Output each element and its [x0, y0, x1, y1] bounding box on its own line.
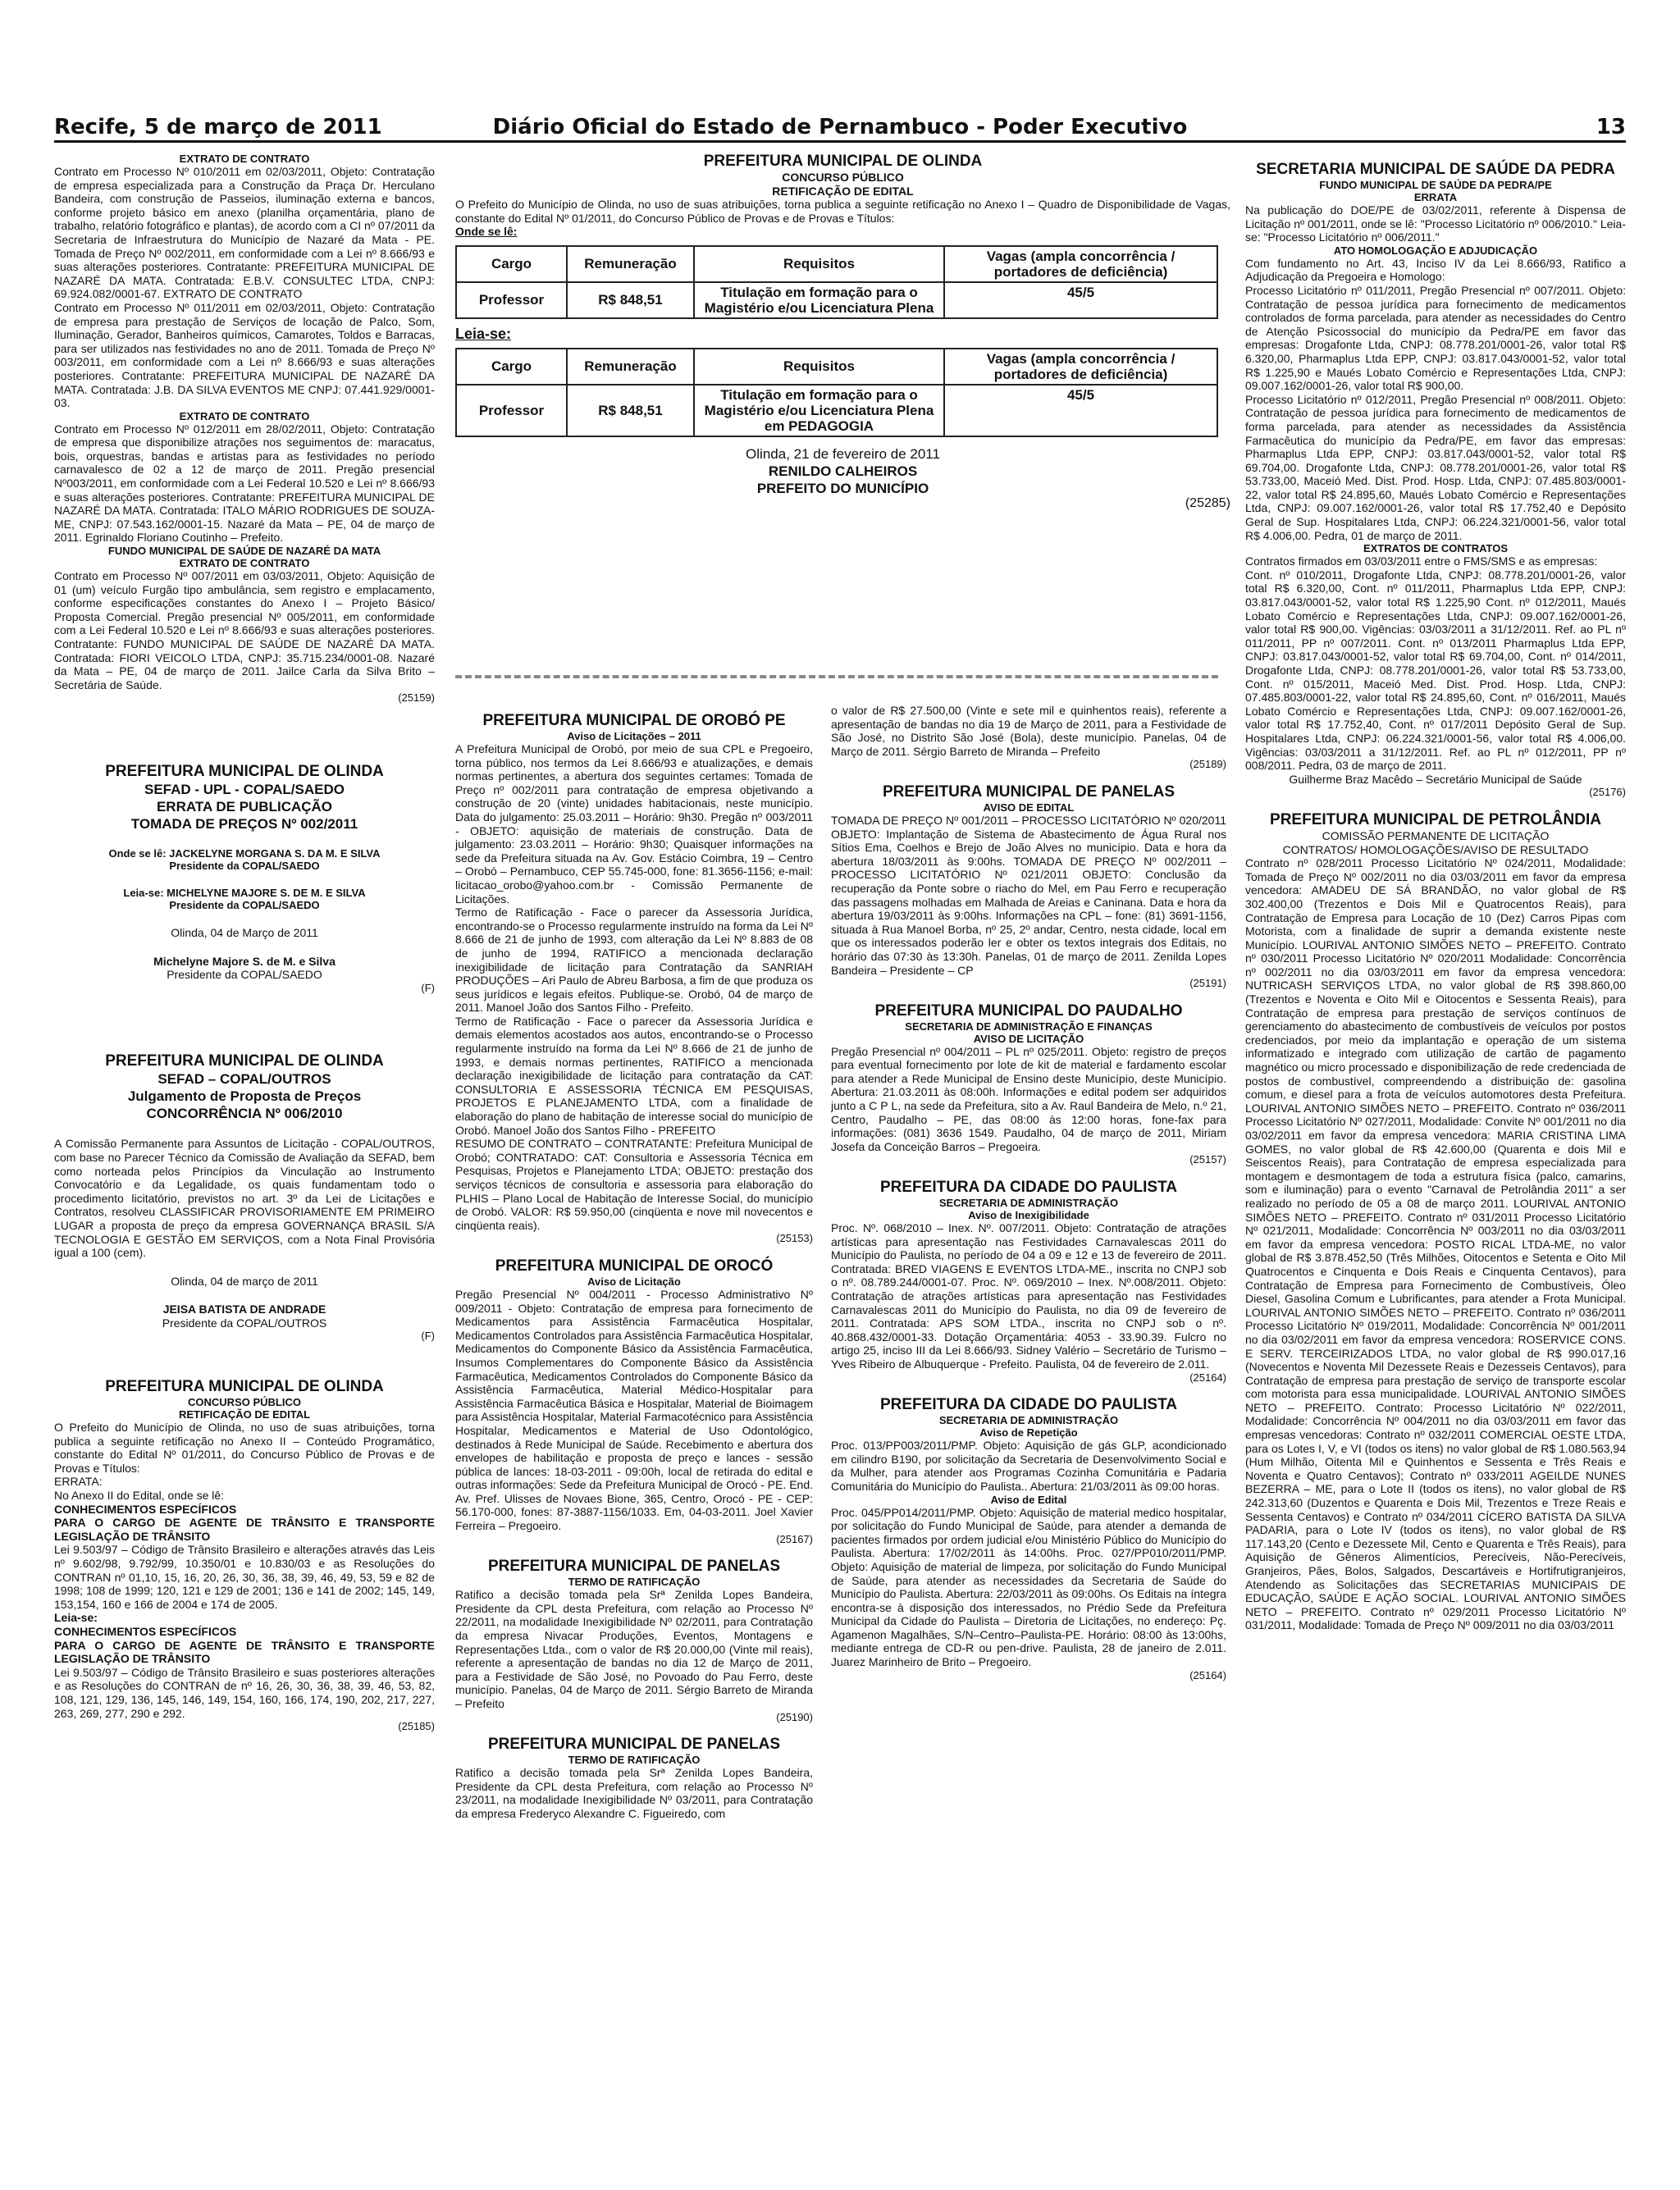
publication-number: (25189): [1189, 758, 1226, 771]
section-title: PREFEITURA DA CIDADE DO PAULISTA: [879, 1179, 1178, 1197]
paragraph: Contrato nº 028/2011 Processo Licitatório Nº 024/2011, Modalidade: Tomada de Preço Nº 002/2011 no dia 03/03/2011 em favor da empresa vencedora: AMADEU DE SÁ BRANDÃO, no valor global de R$ 302.400,00 (Trezentos e Dois Mil e Quatrocentos Reais), para Contratação de Empresa para Locação de 10 (Dez) Carros Pipas com Motorista, com a finalidade de suprir a demanda existente neste Município. LOURIVAL ANTONIO SIMÕES NETO – PREFEITO. Contrato nº 030/2011 Processo Licitatório Nº 020/2011 Modalidade: Concorrência nº 002/2011 no dia 03/03/2011 em favor da empresa vencedora: NUTRICASH SERVIÇOS LTDA, no valor global de R$ 398.860,00 (Trezentos e Noventa e Oito Mil e Oitocentos e Sessenta Reais), para Contratação de empresa para prestação de serviços contínuos de gerenciamento do abastecimento de combustíveis de veículos por postos credenciados, por meio da implantação e operação de um sistema informatizado e integrado com utilização de cartão de pagamento magnético ou micro processado e disponibilização de rede credenciada de postos de combustível, compreendendo a distribuição de: gasolina comum, e diesel para a frota de veículos automotores desta Prefeitura. LOURIVAL ANTONIO SIMÕES NETO – PREFEITO. Contrato nº 036/2011 Processo Licitatório Nº 027/2011, Modalidade: Convite Nº 001/2011 no dia 03/02/2011 em favor da empresa vencedora: MARIA CRISTINA LIMA GOMES, no valor global de R$ 42.600,00 (Quarenta e dois Mil e Seiscentos Reais), para Contratação de empresa especializada para montagem e desmontagem de toda a estrutura física (palco, camarins, som e iluminação) para o evento "Carnaval de Petrolândia 2011" a ser realizado no período de 05 a 08 de março 2011. LOURIVAL ANTONIO SIMÕES NETO – PREFEITO. Contrato nº 031/2011 Processo Licitatório Nº 021/2011, Modalidade: Concorrência Nº 003/2011 no dia 03/03/2011 em favor da empresa vencedora: POSTO RICAL LTDA-ME, no valor global de R$ 3.878.452,50 (Três Milhões, Oitocentos e Setenta e Oito Mil Quatrocentos e Cinquenta e Dois Reais e Cinquenta Centavos), para Contratação de Empresa para Fornecimento de Combustíveis, Óleo Diesel, Gasolina Comum e Lubrificantes, para atender a Frota Municipal. LOURIVAL ANTONIO SIMÕES NETO – PREFEITO. Contrato nº 036/2011 Processo Licitatório Nº 019/2011, Modalidade: Concorrência Nº 001/2011 no dia 03/02/2011 em favor da empresa vencedora: ROSERVICE CONS. E SERV. TERCEIRIZADOS LTDA, no valor global de R$ 990.017,16 (Novecentos e Noventa Mil Dezessete Reais e Dezesseis Centavos), para Contratação de empresa para prestação de serviço de transporte escolar com motorista para essa municipalidade. LOURIVAL ANTONIO SIMÕES NETO – PREFEITO. Contrato: Processo Licitatório Nº 022/2011, Modalidade: Concorrência Nº 004/2011 no dia 03/03/2011 em favor das empresas vencedoras: Contrato nº 032/2011 COMERCIAL OESTE LTDA, para os Lotes I, V, e VI (todos os itens) no valor global de R$ 1.080.563,94 (Hum Milhão, Oitenta Mil e Quinhentos e Sessenta e Três Reais e Noventa e Quatro Centavos); Contrato nº 033/2011 AGEILDE NUNES BEZERRA – ME, para o Lote II (todos os itens), no valor global de R$ 242.313,60 (Duzentos e Quarenta e Dois Mil, Trezentos e Treze Reais e Sessenta Centavos) e Contrato nº 034/2011 CÍCERO BATISTA DA SILVA PADARIA, para o Lote IV (todos os itens), no valor global de R$ 117.143,20 (Cento e Dezessete Mil, Cento e Quarenta e Três Reais), para Aquisição de Gêneros Alimentícios, Perecíveis, Não-Perecíveis, Granjeiros, Pães, Bolos, Salgados, Descartáveis e Hortifrutigranjeiros, Atendendo as Solicitações das SECRETARIAS MUNICIPAIS DE EDUCAÇÃO, SAÚDE E AÇÃO SOCIAL. LOURIVAL ANTONIO SIMÕES NETO – PREFEITO. Contrato nº 029/2011 Processo Licitatório Nº 031/2011, Modalidade: Tomada de Preço Nº 009/2011 no dia 03/03/2011: [1245, 856, 1626, 1632]
section-title: PREFEITURA MUNICIPAL DE PANELAS: [487, 1558, 781, 1576]
paragraph: Proc. Nº. 068/2010 – Inex. Nº. 007/2011. Objeto: Contratação de atrações artísticas para apresentação nas Festividades Carnavalescas 2011 do Município do Paulista, no período de 04 a 09 e 12 e 13 de fevereiro de 2011. Contratada: BRED VIAGENS E EVENTOS LTDA-ME., inscrita no CNPJ sob o nº. 08.789.244/0001-07. Proc. Nº. 069/2010 – Inex. Nº.008/2011. Objeto: Contratação de atrações artísticas para apresentação nas Festividades Carnavalescas 2011 do Município do Paulista, no dia 09 de fevereiro de 2011. Contratada: APS SOM LTDA., inscrita no CNPJ sob o nº. 40.868.432/0001-33. Dotação Orçamentária: 4053 - 33.90.39. Fulcro no artigo 25, inciso III da Lei 8.666/93. Sidney Valério – Secretário de Turismo – Yves Ribeiro de Albuquerque - Prefeito. Paulista, 04 de fevereiro de 2.011.: [831, 1221, 1226, 1371]
section-heading: SEFAD – COPAL/OUTROS: [158, 1071, 331, 1088]
bold-paragraph: CONHECIMENTOS ESPECÍFICOS: [54, 1502, 237, 1516]
paragraph: Contrato em Processo Nº 010/2011 em 02/03/2011, Objeto: Contratação de empresa especializada para a Construção da Praça Dr. Herculano Bandeira, com construção de Passeios, iluminação externa e bancos, conforme projeto básico em anexo (planilha orçamentária, plano de trabalho, relatório fotográfico e plantas), de acordo com a CI nº 07/2011 da Secretaria de Infraestrutura do Município de Nazaré da Mata - PE. Tomada de Preço Nº 002/2011, em conformidade com a Lei nº 8.666/93 e suas alterações posteriores. Contratante: PREFEITURA MUNICIPAL DE NAZARÉ DA MATA. Contratada: E.B.V. CONSULTEC LTDA, CNPJ: 69.924.082/0001-67. EXTRATO DE CONTRATO: [54, 165, 435, 301]
section-title: PREFEITURA DA CIDADE DO PAULISTA: [879, 1396, 1178, 1414]
section-subtitle: ERRATA: [1413, 191, 1458, 203]
section-subtitle: Aviso de Repetição: [979, 1426, 1078, 1439]
section-subtitle: CONCURSO PÚBLICO: [782, 171, 904, 184]
publication-number: (25191): [1189, 977, 1226, 990]
section-subtitle: EXTRATO DE CONTRATO: [179, 557, 310, 570]
bold-paragraph: PARA O CARGO DE AGENTE DE TRÂNSITO E TRANSPORTE LEGISLAÇÃO DE TRÂNSITO: [54, 1516, 435, 1543]
centered-text: CONTRATOS/ HOMOLOGAÇÕES/AVISO DE RESULTADO: [1282, 842, 1589, 856]
paragraph: Lei 9.503/97 – Código de Trânsito Brasileiro e suas posteriores alterações e as Resoluções do CONTRAN de nº 16, 26, 30, 36, 38, 39, 46, 53, 82, 108, 121, 129, 136, 145, 146, 149, 154, 160, 166, 174, 190, 202, 217, 227, 263, 269, 277, 290 e 292.: [54, 1665, 435, 1720]
section-heading: ERRATA DE PUBLICAÇÃO: [156, 798, 333, 814]
paragraph: RESUMO DE CONTRATO – CONTRATANTE: Prefeitura Municipal de Orobó; CONTRATADO: CAT: Consultoria e Assessoria Técnica em Pesquisas, Projetos e Planejamento LTDA; OBJETO: prestação dos serviços técnicos de consultoria e assessoria para elaboração do PLHIS – Plano Local de Habitação de Interesse Social, do município de Orobó. VALOR: R$ 59.950,00 (cinqüenta e nove mil novecentos e cinqüenta reais).: [455, 1137, 813, 1232]
section-subtitle: SECRETARIA DE ADMINISTRAÇÃO: [938, 1197, 1119, 1210]
header-date: Recife, 5 de março de 2011: [54, 115, 382, 139]
paragraph: A Comissão Permanente para Assuntos de Licitação - COPAL/OUTROS, com base no Parecer Técnico da Comissão de Avaliação da SEFAD, bem como norteada pelos Princípios da Vinculação ao Instrumento Convocatório e da Legalidade, os quais fundamentam todo o procedimento licitatório, previstos no art. 3º da Lei de Licitações e Contratos, resolveu CLASSIFICAR PROVISORIAMENTE EM PRIMEIRO LUGAR a proposta de preço da empresa GOVERNANÇA BRASIL S/A TECNOLOGIA E GESTÃO EM SERVIÇOS, com a Nota Final Provisória igual a 100 (cem).: [54, 1137, 435, 1260]
spacer: [54, 833, 435, 847]
paragraph: Pregão Presencial nº 004/2011 – PL nº 025/2011. Objeto: registro de preços para eventual fornecimento por lote de kit de material e fardamento escolar para atender a Rede Municipal de Ensino deste Município, deste Município. Abertura: 21.03.2011 às 08:00h. Informações e edital podem ser adquiridos junto a C P L, na sede da Prefeitura, sito a Av. Raul Bandeira de Melo, n.º 21, Centro, Paudalho – PE, das 08:00 às 12:00 horas, fone-fax para informações: (081) 3636 1549. Paudalho, 04 de março de 2011, Miriam Josefa da Conceição Barros – Pregoeira.: [831, 1044, 1226, 1153]
publication-number: (25164): [1189, 1668, 1226, 1681]
section-subtitle: AVISO DE LICITAÇÃO: [973, 1032, 1084, 1045]
paragraph: Com fundamento no Art. 43, Inciso IV da Lei 8.666/93, Ratifico a Adjudicação da Pregoeira e Homologo:: [1245, 256, 1626, 284]
newspaper-title: Diário Oficial do Estado de Pernambuco - Poder Executivo: [492, 115, 1188, 139]
paragraph: Pregão Presencial Nº 004/2011 - Processo Administrativo Nº 009/2011 - Objeto: Contratação de empresa para fornecimento de Medicamentos para Assistência Farmacêutica Hospitalar, Medicamentos Controlados para Assistência Farmacêutica Hospitalar, Medicamentos do Componente Básico da Assistência Farmacêutica, Insumos Complementares do Componente Básico da Assistência Farmacêutica, Medicamentos Controlados do Componente Básico da Assistência Farmacêutica, Material Médico-Hospitalar para Assistência Farmacêutica Básica e Hospitalar, Material de Bioimagem para Assistência Hospitalar, Material Farmacotécnico para Assistência Hospitalar, Medicamentos e Material de Uso Odontológico, destinados à Rede Municipal de Saúde. Recebimento e abertura dos envelopes de habilitação e proposta de preço e lances - sessão pública de lances: 18-03-2011 - 09:00h, local de retirada do edital e outras informações: Sede da Prefeitura Municipal de Orocó - PE. End. Av. Pref. Ulisses de Novaes Bione, 365, Centro, Orocó - PE - CEP: 56.170-000, fones: 87-3887-1156/1033. Em, 04-03-2011. Joel Xavier Ferreira – Pregoeiro.: [455, 1287, 813, 1533]
section-subtitle: EXTRATOS DE CONTRATOS: [1363, 542, 1508, 555]
table-header: Requisitos: [694, 246, 944, 282]
centered-text: Presidente da COPAL/OUTROS: [162, 1316, 327, 1330]
paragraph: Ratifico a decisão tomada pela Srª Zenilda Lopes Bandeira, Presidente da CPL desta Prefeitura, com relação ao Processo Nº 23/2011, na modalidade Inexigibilidade Nº 03/2011, para Contratação da empresa Frederyco Alexandre C. Figueiredo, com: [455, 1766, 813, 1820]
column-4: [1245, 153, 1626, 2170]
bold-paragraph: CONHECIMENTOS ESPECÍFICOS: [54, 1624, 237, 1638]
section-heading: SEFAD - UPL - COPAL/SAEDO: [144, 781, 345, 797]
table-cell: Titulação em formação para o Magistério e/ou Licenciatura Plena em PEDAGOGIA: [694, 385, 944, 436]
table-header: Vagas (ampla concorrência / portadores de deficiência): [944, 349, 1217, 385]
centered-text: Presidente da COPAL/SAEDO: [167, 968, 322, 982]
paragraph: Proc. 013/PP003/2011/PMP. Objeto: Aquisição de gás GLP, acondicionado em cilindro B190, por solicitação da Secretaria de Desenvolvimento Social e da Mulher, para atender aos Programas Cozinha Comunitária e Padaria Comunitária do Município do Paulista.. Abertura: 21/03/2011 às 09:00 horas.: [831, 1439, 1226, 1493]
paragraph: o valor de R$ 27.500,00 (Vinte e sete mil e quinhentos reais), referente a apresentação de bandas no dia 19 de Março de 2011, para a Festividade de São José, no Distrito São José (Bola), deste município. Panelas, 04 de Março de 2011. Sérgio Barreto de Miranda – Prefeito: [831, 704, 1226, 758]
paragraph: Ratifico a decisão tomada pela Srª Zenilda Lopes Bandeira, Presidente da CPL desta Prefeitura, com relação ao Processo Nº 22/2011, na modalidade Inexigibilidade Nº 02/2011, para Contratação da empresa Nivacar Produções, Eventos, Montagens e Representações Ltda., com o valor de R$ 20.000,00 (Vinte mil reais), referente a apresentação de bandas no dia 12 de Março de 2011, para a Festividade de São José, no Povoado do Pau Ferro, deste município. Panelas, 04 de Março de 2011. Sérgio Barreto de Miranda – Prefeito: [455, 1588, 813, 1710]
section-title: PREFEITURA MUNICIPAL DE PETROLÂNDIA: [1270, 810, 1601, 828]
centered-text: Olinda, 04 de Março de 2011: [171, 925, 318, 939]
centered-text: Olinda, 04 de março de 2011: [171, 1274, 318, 1288]
paragraph: No Anexo II do Edital, onde se lê:: [54, 1489, 225, 1503]
paragraph: Contrato em Processo Nº 007/2011 em 03/03/2011, Objeto: Aquisição de 01 (um) veículo Furgão tipo ambulância, sem registro e emplacamento, conforme especificações constantes do Anexo I – Projeto Básico/ Proposta Comercial. Pregão presencial Nº 005/2011, em conformidade com a Lei Federal 10.520 e Lei nº 8.666/93 e suas alterações posteriores. Contratante: FUNDO MUNICIPAL DE SAÚDE DE NAZARÉ DA MATA. Contratada: FIORI VEICOLO LTDA, CNPJ: 35.715.234/0001-08. Nazaré da Mata – PE, 04 de março de 2011. Jailce Carla da Silva Brito – Secretária de Saúde.: [54, 569, 435, 691]
paragraph: Proc. 045/PP014/2011/PMP. Objeto: Aquisição de material medico hospitalar, por solicitação do Fundo Municipal de Saúde, para atender a demanda de pacientes firmados por ordem judicial e/ou Ministério Público do Município do Paulista. Abertura: 17/02/2011 às 14:00hs. Proc. 027/PP010/2011/PMP. Objeto: Aquisição de material de limpeza, por solicitação do Fundo Municipal de Saúde, para atender as necessidades da Secretaria de Saúde do Município do Paulista. Abertura: 22/03/2011 às 09:00hs. Os Editais na íntegra encontra-se à disposição dos interessados, no Prédio Sede da Prefeitura Municipal da Cidade do Paulista – Diretoria de Licitações, no endereço: Pç. Agamenon Magalhães, S/N–Centro–Paulista-PE. Horário: 08:00 às 13:00hs, mediante entrega de CD-R ou pen-drive. Paulista, 28 de janeiro de 2.011. Juarez Marinheiro de Brito – Pregoeiro.: [831, 1505, 1226, 1669]
table-header: Remuneração: [567, 246, 694, 282]
section-subtitle: EXTRATO DE CONTRATO: [179, 409, 310, 422]
section-title: PREFEITURA MUNICIPAL DE OROBÓ PE: [482, 712, 786, 729]
section-subtitle: TERMO DE RATIFICAÇÃO: [568, 1576, 701, 1589]
section-subtitle: RETIFICAÇÃO DE EDITAL: [178, 1408, 311, 1421]
section-title: PREFEITURA MUNICIPAL DE OLINDA: [105, 1052, 384, 1070]
signature-name: Michelyne Majore S. de M. e Silva: [153, 954, 336, 968]
bold-paragraph: Leia-se:: [54, 1611, 98, 1625]
section-subtitle: CONCURSO PÚBLICO: [188, 1396, 301, 1409]
paragraph: ERRATA:: [54, 1475, 103, 1489]
table-cell: Professor: [456, 385, 567, 436]
onde-label: Onde se lê:: [455, 225, 518, 239]
section-title: PREFEITURA MUNICIPAL DO PAUDALHO: [874, 1001, 1183, 1020]
table-header: Remuneração: [567, 349, 694, 385]
section-subtitle: ATO HOMOLOGAÇÃO E ADJUDICAÇÃO: [1333, 244, 1538, 257]
spacer: [54, 1006, 435, 1044]
table-header: Vagas (ampla concorrência / portadores de deficiência): [944, 246, 1217, 282]
section-title: PREFEITURA MUNICIPAL DE PANELAS: [882, 782, 1176, 801]
publication-number: (25159): [398, 691, 435, 705]
section-title: PREFEITURA MUNICIPAL DE OLINDA: [703, 153, 983, 170]
vagas-table-corrected: [455, 348, 1218, 437]
publication-number: (25164): [1189, 1371, 1226, 1384]
section-heading: Julgamento de Proposta de Preços: [127, 1088, 362, 1105]
paragraph: Lei 9.503/97 – Código de Trânsito Brasileiro e alterações através das Leis nº 9.602/98, 9.792/99, 10.350/01 e 10.830/03 e as Resoluções do CONTRAN nº 01,10, 15, 16, 20, 26, 30, 36, 38, 39, 46, 49, 53, 59 e 82 de 1998; 108 de 1999; 120, 121 e 129 de 2001; 136 e 141 de 2002; 145, 149, 153,154, 160 e 166 de 2004 e 174 de 2005.: [54, 1543, 435, 1611]
table-header: Cargo: [456, 349, 567, 385]
section-subtitle: TERMO DE RATIFICAÇÃO: [568, 1754, 701, 1767]
spacer: [54, 717, 435, 755]
section-subtitle: SECRETARIA DE ADMINISTRAÇÃO: [938, 1414, 1119, 1427]
publication-number: (25153): [776, 1232, 813, 1245]
section-title: SECRETARIA MUNICIPAL DE SAÚDE DA PEDRA: [1256, 161, 1615, 178]
section-subtitle: RETIFICAÇÃO DE EDITAL: [772, 184, 914, 198]
section-subtitle: Presidente da COPAL/SAEDO: [169, 859, 320, 872]
publication-number: (F): [421, 981, 435, 994]
signature-name: RENILDO CALHEIROS: [768, 463, 918, 479]
spacer: [54, 940, 435, 955]
section-subtitle: Aviso de Inexigibilidade: [968, 1209, 1089, 1222]
section-subtitle: SECRETARIA DE ADMINISTRAÇÃO E FINANÇAS: [905, 1020, 1153, 1033]
paragraph: Na publicação do DOE/PE de 03/02/2011, referente à Dispensa de Licitação nº 001/2011, onde se lê: "Processo Licitatório nº 006/2010." Leia-se: "Processo Licitatório nº 006/2011.": [1245, 203, 1626, 244]
column-2: [455, 704, 813, 2170]
paragraph: Contratos firmados em 03/03/2011 entre o FMS/SMS e as empresas:: [1245, 554, 1598, 568]
spacer: [54, 1288, 435, 1303]
paragraph: Processo Licitatório nº 012/2011, Pregão Presencial nº 008/2011. Objeto: Contratação de pessoa jurídica para fornecimento de medicamentos de forma parcelada, para atender as necessidades da Assistência Farmacêutica do município da Pedra/PE, em favor das empresas: Pharmaplus Ltda EPP, CNPJ: 03.817.043/0001-52, valor total R$ 69.704,00. Drogafonte Ltda, CNPJ: 08.778.201/0001-26, valor total R$ 53.733,00, Maceió Med. Dist. Prod. Hosp. Ltda, CNPJ: 07.485.803/0001-22, valor total R$ 24.895,60, Maués Lobato Comércio e Representações Ltda, CNPJ: 09.007.162/0001-26, valor total R$ 17.752,40 e Depósito Geral de Sup. Hospitalares Ltda, CNPJ: 06.224.321/0001-56, valor total R$ 4.006,00. Pedra, 01 de março de 2011.: [1245, 392, 1626, 542]
section-subtitle: Aviso de Licitações – 2011: [567, 730, 701, 742]
paragraph: O Prefeito do Município de Olinda, no uso de suas atribuições, torna publica a seguinte retificação no Anexo II – Conteúdo Programático, constante do Edital Nº 01/2011, do Concurso Público de Provas e de Provas e Títulos:: [54, 1421, 435, 1475]
signature-name: JEISA BATISTA DE ANDRADE: [162, 1303, 326, 1316]
section-title: PREFEITURA MUNICIPAL DE OROCÓ: [495, 1257, 774, 1275]
publication-number: (25285): [1185, 495, 1230, 510]
section-subtitle: FUNDO MUNICIPAL DE SAÚDE DE NAZARÉ DA MATA: [107, 545, 381, 558]
centered-text: COMISSÃO PERMANENTE DE LICITAÇÃO: [1322, 828, 1550, 842]
publication-number: (25190): [776, 1710, 813, 1723]
section-subtitle: Aviso de Licitação: [587, 1275, 681, 1288]
intro-text: O Prefeito do Município de Olinda, no uso de suas atribuições, torna publica a seguinte retificação no Anexo I – Quadro de Disponibilidade de Vagas, constante do Edital Nº 01/2011, do Concurso Público de Provas e de Provas e Títulos:: [455, 198, 1230, 225]
paragraph: Termo de Ratificação - Face o parecer da Assessoria Jurídica e demais elementos acostados aos autos, encontrando-se o Processo regularmente instruído na forma da Lei Nº 8.666 de 21 de junho de 1993, e demais normas pertinentes, RATIFICO a mencionada declaração inexigibilidade de licitação para contratação da CAT: CONSULTORIA E ASSESSORIA TÉCNICA EM PESQUISAS, PROJETOS E PLANEJAMENTO LTDA, com a finalidade de elaboração do plano de habitação de interesse social do município de Orobó. Manoel João dos Santos Filho - PREFEITO: [455, 1014, 813, 1137]
section-subtitle: Aviso de Edital: [990, 1493, 1067, 1506]
page-number: 13: [1596, 115, 1626, 139]
bold-paragraph: PARA O CARGO DE AGENTE DE TRÂNSITO E TRANSPORTE LEGISLAÇÃO DE TRÂNSITO: [54, 1638, 435, 1666]
section-heading: TOMADA DE PREÇOS Nº 002/2011: [130, 815, 358, 832]
section-subtitle: FUNDO MUNICIPAL DE SAÚDE DA PEDRA/PE: [1319, 179, 1552, 191]
section-subtitle: Leia-se: MICHELYNE MAJORE S. DE M. E SILVA: [123, 886, 366, 899]
paragraph: Contrato em Processo Nº 012/2011 em 28/02/2011, Objeto: Contratação de empresa que disponibilize atrações nos seguimentos de: maracatus, bois, orquestras, bandas e artistas para as festividades no período carnavalesco de 02 a 12 de março de 2011. Pregão presencial Nº003/2011, em conformidade com a Lei Federal 10.520 e Lei nº 8.666/93 e suas alterações posteriores. Contratante: PREFEITURA MUNICIPAL DE NAZARÉ DA MATA. Contratada: ITALO MÁRIO RODRIGUES DE SOUZA-ME, CNPJ: 07.543.162/0001-15. Nazaré da Mata – PE, 04 de março de 2011. Egrinaldo Floriano Coutinho – Prefeito.: [54, 422, 435, 545]
publication-number: (25185): [398, 1720, 435, 1733]
section-heading: CONCORRÊNCIA Nº 006/2010: [146, 1106, 343, 1122]
spacer: [54, 1355, 435, 1370]
publication-number: (25167): [776, 1532, 813, 1545]
publication-number: (F): [421, 1330, 435, 1343]
section-subtitle: Presidente da COPAL/SAEDO: [169, 898, 320, 911]
paragraph: TOMADA DE PREÇO Nº 001/2011 – PROCESSO LICITATÓRIO Nº 020/2011 OBJETO: Implantação de Sistema de Abastecimento de Água Rural nos Sítios Ema, Coelhos e Brejo de João Alves no município. Data e hora da abertura 18/03/2011 às 9:00hs. TOMADA DE PREÇO Nº 002/2011 – PROCESSO LICITATÓRIO Nº 021/2011 OBJETO: Conclusão da recuperação da Ponte sobre o riacho do Mel, em Pau Ferro e recuperação das passagens molhadas em Malhada de Areias e Caninana. Data e hora da abertura 19/03/2011 às 9:00hs. Informações na CPL – fone: (81) 3691-1156, situada à Rua Manoel Borba, nº 25, 2º andar, Centro, nesta cidade, local em que os interessados poderão ler e obter os textos integrais dos Editais, no horário das 07:30 às 13:30h. Panelas, 01 de março de 2011. Zenilda Lopes Bandeira – Presidente – CP: [831, 813, 1226, 977]
paragraph: Processo Licitatório nº 011/2011, Pregão Presencial nº 007/2011. Objeto: Contratação de pessoa jurídica para fornecimento de medicamentos controlados de forma parcelada, para atender as necessidades do Centro de Atenção Psicossocial do município da Pedra/PE em favor das empresas: Drogafonte Ltda, CNPJ: 08.778.201/0001-26, valor total R$ 6.320,00, Pharmaplus Ltda EPP, CNPJ: 03.817.043/0001-52, valor total R$ 1.225,90 e Maués Lobato Comércio e Representações Ltda, CNPJ: 09.007.162/0001-26, valor total R$ 900,00.: [1245, 283, 1626, 393]
section-title: PREFEITURA MUNICIPAL DE PANELAS: [487, 1736, 781, 1754]
table-cell: R$ 848,51: [567, 282, 694, 318]
centered-text: Guilherme Braz Macêdo – Secretário Municipal de Saúde: [1289, 772, 1582, 786]
publication-number: (25176): [1589, 786, 1626, 799]
leia-label: Leia-se:: [455, 325, 512, 342]
section-subtitle: Onde se lê: JACKELYNE MORGANA S. DA M. E SILVA: [108, 846, 381, 860]
signature-place: Olinda, 21 de fevereiro de 2011: [746, 445, 940, 462]
paragraph: Contrato em Processo Nº 011/2011 em 02/03/2011, Objeto: Contratação de empresa para prestação de Serviços de locação de Palco, Som, Iluminação, Gerador, Banheiros químicos, Camarotes, Toldos e Barracas, para ser utilizados nas festividades no ano de 2011. Tomada de Preço Nº 003/2011, em conformidade com a Lei nº 8.666/93 e suas alterações posteriores. Contratante: PREFEITURA MUNICIPAL DE NAZARÉ DA MATA. Contratada: J.B. DA SILVA EVENTOS ME CNPJ: 07.441.929/0001-03.: [54, 300, 435, 410]
section-subtitle: EXTRATO DE CONTRATO: [179, 153, 310, 165]
spacer: [54, 1260, 435, 1275]
olinda-retificacao-section: [455, 153, 1230, 678]
publication-number: (25157): [1189, 1153, 1226, 1166]
paragraph: Cont. nº 010/2011, Drogafonte Ltda, CNPJ: 08.778.201/0001-26, valor total R$ 6.320,00, Cont. nº 011/2011, Pharmaplus Ltda EPP, CNPJ: 03.817.043/0001-52, valor total R$ 1.225,90 Cont. nº 012/2011, Maués Lobato Comércio e Representações Ltda, CNPJ: 09.007.162/0001-26, valor total R$ 900,00. Vigências: 03/03/2011 a 31/12/2011. Ref. ao PL nº 011/2011, PP nº 007/2011. Cont. nº 013/2011 Pharmaplus Ltda EPP, CNPJ: 03.817.043/0001-52, valor total R$ 69.704,00, Cont. nº 014/2011, Drogafonte Ltda, CNPJ: 08.778.201/0001-26, valor total R$ 53.733,00, Cont. nº 015/2011, Maceió Med. Dist. Prod. Hosp. Ltda, CNPJ: 07.485.803/0001-22, valor total R$ 24.895,60, Cont. nº 016/2011, Maués Lobato Comércio e Representações Ltda, CNPJ: 09.007.162/0001-26, valor total R$ 17.752,40, Cont. nº 017/2011 Depósito Geral de Sup. Hospitalares Ltda, CNPJ: 06.224.321/0001-56, valor total R$ 4.006,00. Vigências: 03/03/2011 a 31/12/2011. Ref. ao PL nº 012/2011, PP nº 008/2011. Pedra, 03 de março de 2011.: [1245, 568, 1626, 773]
table-header: Cargo: [456, 246, 567, 282]
page-header: [54, 115, 1626, 143]
section-title: PREFEITURA MUNICIPAL DE OLINDA: [105, 762, 384, 780]
section-subtitle: AVISO DE EDITAL: [983, 801, 1075, 814]
table-cell: Professor: [456, 282, 567, 318]
spacer: [54, 1122, 435, 1137]
spacer: [54, 872, 435, 887]
table-header: Requisitos: [694, 349, 944, 385]
section-title: PREFEITURA MUNICIPAL DE OLINDA: [105, 1378, 384, 1396]
section-divider: [455, 675, 1218, 678]
column-3: [831, 704, 1226, 2170]
table-cell: 45/5: [944, 385, 1217, 436]
vagas-table-original: [455, 245, 1218, 319]
signature-role: PREFEITO DO MUNICÍPIO: [756, 480, 929, 496]
spacer: [54, 911, 435, 926]
table-cell: 45/5: [944, 282, 1217, 318]
paragraph: Termo de Ratificação - Face o parecer da Assessoria Jurídica, encontrando-se o Processo regularmente instruído na forma da Lei Nº 8.666 de 21 de junho de 1993, com alteração da Lei Nº 8.883 de 08 de junho de 1994, RATIFICO a mencionada declaração inexigibilidade de licitação para Contratação da SANRIAH PRODUÇÕES – Ari Paulo de Abreu Barbosa, a fim de que produza os seus jurídicos e legais efeitos. Publique-se. Orobó, 04 de março de 2011. Manoel João dos Santos Filho - Prefeito.: [455, 906, 813, 1015]
table-cell: Titulação em formação para o Magistério e/ou Licenciatura Plena: [694, 282, 944, 318]
table-cell: R$ 848,51: [567, 385, 694, 436]
column-1: [54, 153, 435, 2170]
paragraph: A Prefeitura Municipal de Orobó, por meio de sua CPL e Pregoeiro, torna público, nos termos da Lei 8.666/93 e atualizações, e demais normas pertinentes, a abertura dos seguintes certames: Tomada de Preço nº 002/2011 para contratação de empresa objetivando a construção de 20 (vinte) unidades habitacionais, neste município. Data do julgamento: 25.03.2011 – Horário: 9h30. Pregão nº 003/2011 - OBJETO: aquisição de materiais de construção. Data de julgamento: 23.03.2011 – Horário: 9h30; Quaisquer informações na sede da Prefeitura situada na Av. Gov. Estácio Coimbra, 19 – Centro – Orobó – Pernambuco, CEP 55.745-000, fone: 81.3656-1156; e-mail: licitacao_orobo@yahoo.com.br - Comissão Permanente de Licitações.: [455, 742, 813, 906]
